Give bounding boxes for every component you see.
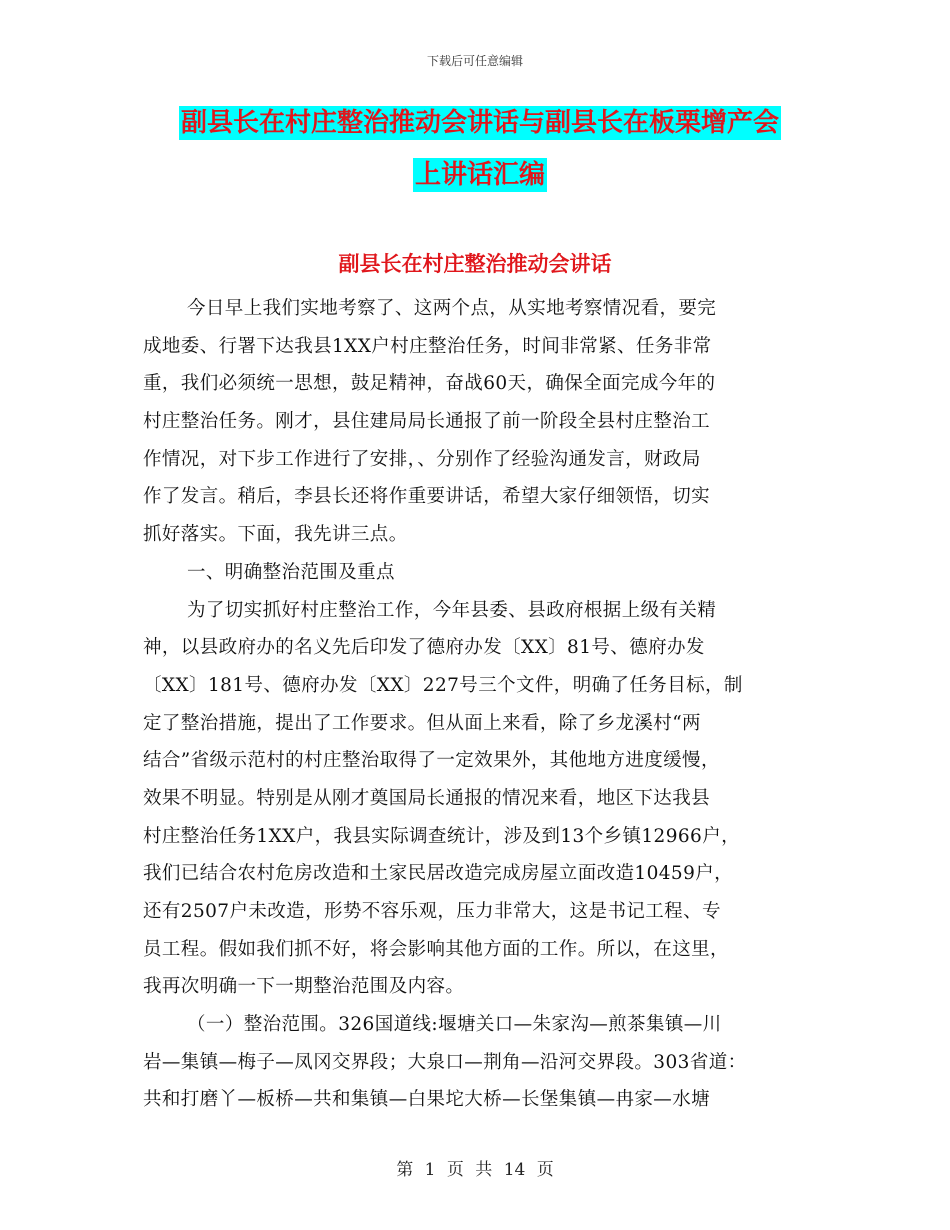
title-line-2: 上讲话汇编 — [414, 160, 545, 190]
text-line: 重，我们必须统一思想，鼓足精神，奋战60天，确保全面完成今年的 — [143, 373, 716, 395]
section-title: 副县长在村庄整治推动会讲话 — [338, 252, 612, 276]
text-line: 效果不明显。特别是从刚才奠国局长通报的情况来看，地区下达我县 — [143, 787, 711, 809]
text-line: 员工程。假如我们抓不好，将会影响其他方面的工作。所以，在这里， — [143, 938, 729, 960]
text-line: 作了发言。稍后，李县长还将作重要讲话，希望大家仔细领悟，切实 — [143, 486, 711, 508]
text-line: 抓好落实。下面，我先讲三点。 — [143, 524, 408, 546]
text-line: （一）整治范围。326国道线:堰塘关口—朱家沟—煎茶集镇—川 — [187, 1014, 722, 1036]
text-line: 定了整治措施，提出了工作要求。但从面上来看，除了乡龙溪村“两 — [143, 712, 701, 734]
text-line: 村庄整治任务。刚才，县住建局局长通报了前一阶段全县村庄整治工 — [143, 411, 711, 433]
text-line: 我们已结合农村危房改造和土家民居改造完成房屋立面改造10459户， — [143, 863, 734, 885]
text-line: 岩—集镇—梅子—凤冈交界段；大泉口—荆角—沿河交界段。303省道： — [143, 1051, 747, 1073]
page-footer: 第 1 页 共 14 页 — [396, 1160, 554, 1180]
text-line: 还有2507户未改造，形势不容乐观，压力非常大，这是书记工程、专 — [143, 901, 721, 922]
text-line: 结合”省级示范村的村庄整治取得了一定效果外，其他地方进度缓慢， — [143, 750, 720, 772]
heading-line: 一、明确整治范围及重点 — [187, 561, 395, 583]
title-line-1: 副县长在村庄整治推动会讲话与副县长在板栗增产会 — [180, 108, 779, 138]
text-line: 今日早上我们实地考察了、这两个点，从实地考察情况看，要完 — [187, 298, 717, 319]
text-line: 神，以县政府办的名义先后印发了德府办发〔XX〕81号、德府办发 — [143, 637, 705, 659]
text-line: 〔XX〕181号、德府办发〔XX〕227号三个文件，明确了任务目标，制 — [143, 674, 743, 696]
text-line: 成地委、行署下达我县1XX户村庄整治任务，时间非常紧、任务非常 — [143, 335, 712, 357]
text-line: 村庄整治任务1XX户，我县实际调查统计，涉及到13个乡镇12966户， — [143, 825, 741, 847]
document-title — [140, 106, 820, 192]
text-line: 共和打磨丫—板桥—共和集镇—白果坨大桥—长堡集镇—冉家—水塘 — [143, 1089, 711, 1111]
text-line: 为了切实抓好村庄整治工作，今年县委、县政府根据上级有关精 — [187, 599, 717, 621]
header-note: 下载后可任意编辑 — [426, 54, 523, 68]
body-text — [143, 290, 813, 1119]
text-line: 我再次明确一下一期整治范围及内容。 — [143, 976, 465, 998]
text-line: 作情况，对下步工作进行了安排，、分别作了经验沟通发言，财政局 — [143, 448, 701, 470]
